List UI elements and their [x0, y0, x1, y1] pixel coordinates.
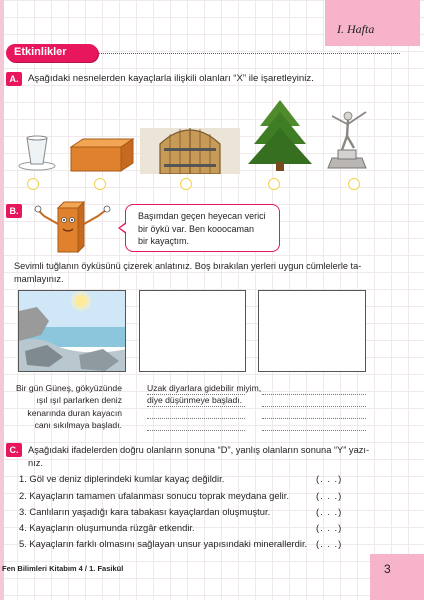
- seaside-illustration: [19, 291, 126, 372]
- pine-tree-icon: [246, 98, 314, 177]
- book-title: Fen Bilimleri Kitabım 4 / 1. Fasikül: [2, 564, 124, 573]
- answer-circle-glass[interactable]: [27, 178, 39, 190]
- question-b-label: B.: [6, 204, 22, 218]
- week-tab: [325, 0, 420, 46]
- story-line: diye düşünmeye başladı.: [147, 395, 243, 406]
- answer-circle-statue[interactable]: [348, 178, 360, 190]
- story-line: canı sıkılmaya başladı.: [34, 419, 122, 430]
- question-c-line: Aşağıdaki ifadelerden doğru olanların sonuna “D”, yanlış olanların sonuna “Y” yazı-: [28, 445, 370, 455]
- statement-4: 4. Kayaçların oluşumunda rüzgâr etkendir.: [19, 522, 195, 533]
- brick-character-icon: [34, 198, 114, 261]
- question-c-label: C.: [6, 443, 22, 457]
- statement-1: 1. Göl ve deniz diplerindeki kumlar kayaç değildir.: [19, 473, 225, 484]
- story-frame-2[interactable]: [139, 290, 246, 372]
- answer-blank-2[interactable]: (. . .): [316, 490, 343, 501]
- instruction-line: Sevimli tuğlanın öyküsünü çizerek anlatınız. Boş bırakılan yerleri uygun cümlelerle ta-: [14, 261, 362, 271]
- page-edge: [0, 0, 4, 600]
- writing-line[interactable]: [147, 406, 245, 407]
- speech-bubble-tail-inner: [120, 224, 126, 232]
- question-c-text: [28, 444, 369, 469]
- speech-bubble: [125, 204, 280, 252]
- answer-circle-brick[interactable]: [94, 178, 106, 190]
- writing-line[interactable]: [147, 418, 245, 419]
- story-line: Uzak diyarlara gidebilir miyim,: [147, 383, 262, 393]
- story-line: kenarında duran kayacın: [27, 407, 122, 418]
- story-frame-1: [18, 290, 126, 372]
- bubble-line: bir öykü var. Ben kooocaman: [138, 223, 255, 234]
- section-divider: [99, 53, 400, 54]
- glass-cup-icon: [17, 134, 57, 177]
- bubble-line: Başımdan geçen heyecan verici: [138, 211, 266, 221]
- answer-blank-5[interactable]: (. . .): [316, 538, 343, 549]
- story-line: Bir gün Güneş, gökyüzünde: [15, 383, 122, 393]
- page-number-tab: [370, 554, 424, 600]
- statement-5: 5. Kayaçların farklı olmasını sağlayan unsur yapısındaki minerallerdir.: [19, 538, 308, 549]
- answer-circle-tree[interactable]: [268, 178, 280, 190]
- page-number: 3: [384, 562, 391, 576]
- week-label: I. Hafta: [337, 22, 375, 36]
- instruction-line: mamlayınız.: [14, 273, 64, 284]
- story-text-1: [14, 382, 122, 431]
- answer-blank-1[interactable]: (. . .): [316, 473, 343, 484]
- question-c-line: nız.: [28, 457, 43, 468]
- story-line: ışıl ışıl parlarken deniz: [36, 395, 122, 406]
- wooden-door-icon: [140, 122, 240, 179]
- statue-icon: [318, 108, 376, 175]
- question-a-label: A.: [6, 72, 22, 86]
- answer-blank-4[interactable]: (. . .): [316, 522, 343, 533]
- answer-blank-3[interactable]: (. . .): [316, 506, 343, 517]
- writing-line[interactable]: [262, 394, 366, 395]
- story-frame-3[interactable]: [258, 290, 366, 372]
- writing-line[interactable]: [262, 406, 366, 407]
- writing-line[interactable]: [147, 394, 245, 395]
- answer-circle-door[interactable]: [180, 178, 192, 190]
- statement-3: 3. Canlıların yaşadığı kara tabakası kayaçlardan oluşmuştur.: [19, 506, 271, 517]
- section-title: Etkinlikler: [6, 44, 98, 62]
- writing-line[interactable]: [147, 430, 245, 431]
- writing-line[interactable]: [262, 418, 366, 419]
- writing-line[interactable]: [262, 430, 366, 431]
- statement-2: 2. Kayaçların tamamen ufalanması sonucu toprak meydana gelir.: [19, 490, 289, 501]
- brick-icon: [67, 137, 135, 178]
- bubble-line: bir kayaçtım.: [138, 236, 190, 246]
- question-a-text: Aşağıdaki nesnelerden kayaçlarla ilişkili olanları “X” ile işaretleyiniz.: [28, 73, 314, 84]
- question-b-instruction: [14, 260, 361, 285]
